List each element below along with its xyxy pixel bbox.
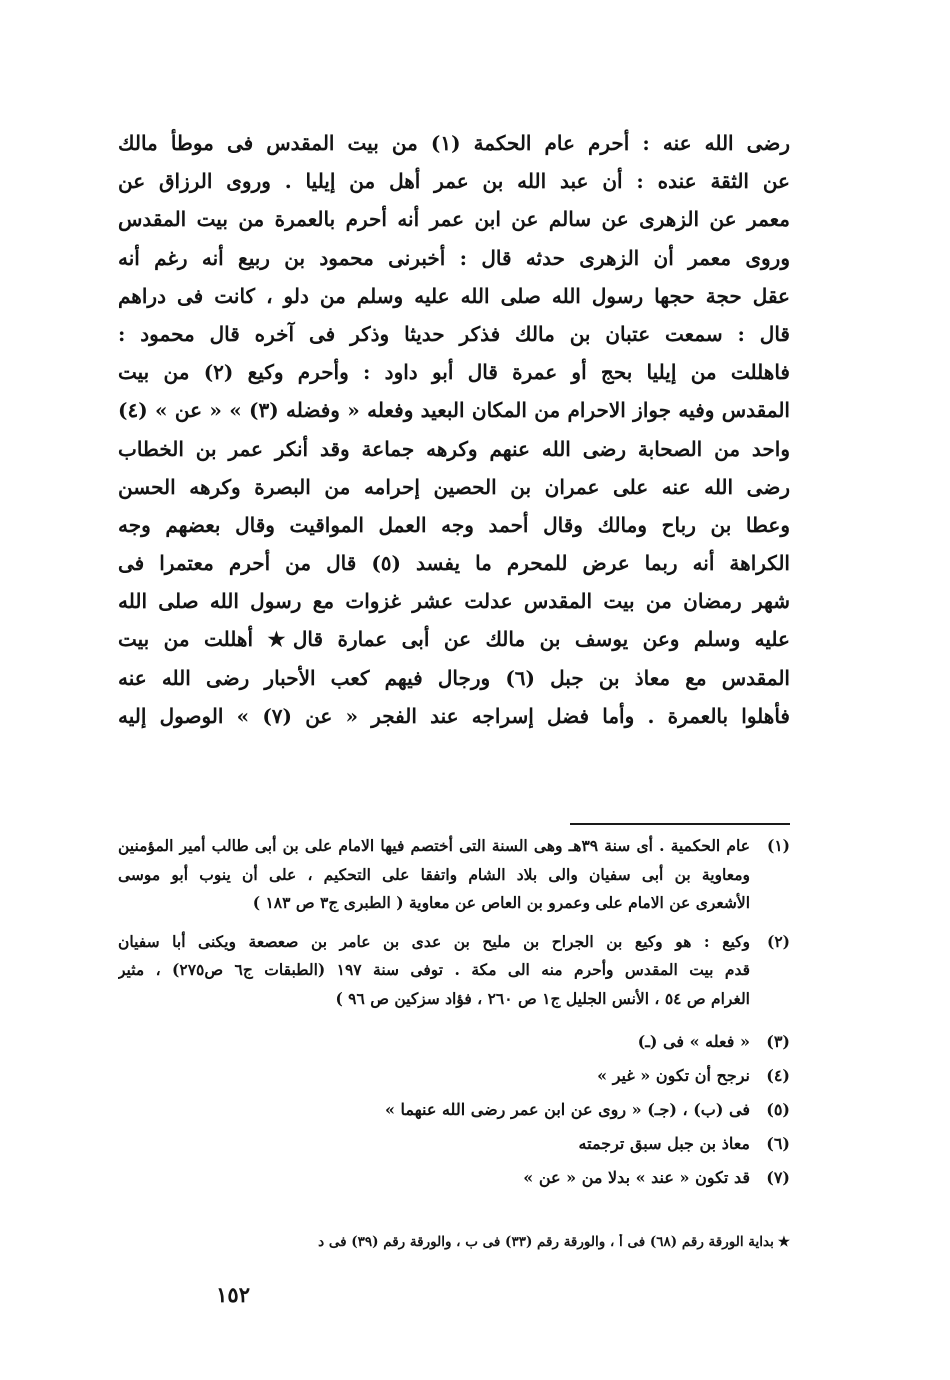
footnote-7 (118, 1162, 790, 1193)
text-line: معمر عن الزهرى عن سالم عن ابن عمر أنه أحرم بالعمرة من بيت المقدس (118, 207, 790, 232)
footnote-line: عام الحكمية . أى سنة ٣٩هـ وهى السنة التى أختصم فيها الامام على بن أبى طالب أمير المؤمنين (118, 836, 750, 855)
text-line: وروى معمر أن الزهرى حدثه قال : أخبرنى محمود بن ربيع أنه رغم أنه (118, 245, 790, 270)
main-text (118, 124, 790, 735)
footnote-line: نرجح أن تكون « غير » (597, 1066, 750, 1085)
text-line: عن الثقة عنده : أن عبد الله بن عمر أهل من إيليا . وروى الرزاق عن (118, 169, 790, 194)
footnote-number: (١) (766, 836, 790, 855)
footnote-line: ومعاوية بن أبى سفيان والى بلاد الشام واتفقا على التحكيم ، على أن ينوب أبو موسى (118, 864, 750, 884)
footnote-line: معاذ بن جبل سبق ترجمته (578, 1134, 750, 1153)
footnote-number: (٣) (766, 1032, 790, 1051)
text-line: رضى الله عنه : أحرم عام الحكمة (١) من بيت المقدس فى موطأ مالك (118, 131, 790, 155)
text-line: وعطا بن رباح ومالك وقال أحمد وجه العمل المواقيت وقال بعضهم وجه (118, 512, 790, 537)
footnote-5 (118, 1094, 790, 1125)
text-line: قال : سمعت عتبان بن مالك فذكر حديثا وذكر فى آخره قال محمود : (118, 321, 790, 346)
star-icon: ★ (777, 1234, 790, 1250)
footnote-number: (٧) (766, 1168, 790, 1187)
footnote-line: « فعله » فى (ـ) (637, 1032, 750, 1051)
footnote-4 (118, 1060, 790, 1091)
footnote-2 (118, 928, 790, 1014)
footnote-1 (118, 832, 790, 918)
footnote-3 (118, 1026, 790, 1057)
footnote-number: (٦) (766, 1134, 790, 1153)
text-line: فاهللت من إيليا بحج أو عمرة قال أبو داود : وأحرم وكيع (٢) من بيت (118, 360, 790, 385)
text-line: عقل حجة حجها رسول الله صلى الله عليه وسلم من دلو ، كانت فى دراهم (118, 283, 790, 308)
text-line: الكراهة أنه ربما عرض للمحرم ما يفسد (٥) قال من أحرم معتمرا فى (118, 551, 790, 576)
footnote-line: فى (ب) ، (جـ) « روى عن ابن عمر رضى الله عنهما » (384, 1100, 750, 1119)
footnote-number: (٢) (766, 931, 790, 951)
footnotes (118, 832, 790, 1193)
text-line: فأهلوا بالعمرة . وأما فضل إسراجه عند الفجر « عن (٧) » الوصول إليه (118, 703, 790, 728)
footnote-line: الغرام ص ٥٤ ، الأنس الجليل ج١ ص ٢٦٠ ، فؤاد سزكين ص ٩٦ ) (335, 988, 750, 1008)
text-line: المقدس مع معاذ بن جبل (٦) ورجال فيهم كعب الأحبار رضى الله عنه (118, 665, 790, 690)
footnote-6 (118, 1128, 790, 1159)
footnote-number: (٤) (766, 1066, 790, 1085)
text-line: واحد من الصحابة رضى الله عنهم وكرهه جماعة وقد أنكر عمر بن الخطاب (118, 436, 790, 461)
folio-note (118, 1234, 790, 1250)
footnote-line: قد تكون « عند » بدلا من « عن » (523, 1168, 750, 1187)
footnote-line: وكيع : هو وكيع بن الجراح بن مليح بن عدى بن عامر بن صعصعة ويكنى أبا سفيان (118, 931, 750, 951)
footnote-number: (٥) (766, 1100, 790, 1119)
footnote-line: قدم بيت المقدس وأحرم منه الى مكة . توفى سنة ١٩٧ (الطبقات ج٦ ص٢٧٥) ، مثير (118, 960, 750, 979)
footnote-line: الأشعرى عن الامام على وعمرو بن العاص عن معاوية ( الطبرى ج٣ ص ١٨٣ ) (252, 893, 750, 912)
footnote-divider (570, 823, 790, 825)
text-line: عليه وسلم وعن يوسف بن مالك عن أبى عمارة قال★ أهللت من بيت (118, 627, 790, 652)
folio-note-text: بداية الورقة رقم (٦٨) فى أ ، والورقة رقم (٣٣) فى ب ، والورقة رقم (٣٩) فى د (318, 1234, 774, 1250)
text-line: شهر رمضان من بيت المقدس عدلت عشر غزوات مع رسول الله صلى الله (118, 589, 790, 614)
page-number: ١٥٢ (216, 1282, 250, 1307)
text-line: المقدس وفيه جواز الاحرام من المكان البعيد وفعله « وفضله (٣) » « عن » (٤) (118, 398, 790, 423)
text-line: رضى الله عنه على عمران بن الحصين إحرامه من البصرة وكرهه الحسن (118, 474, 790, 499)
